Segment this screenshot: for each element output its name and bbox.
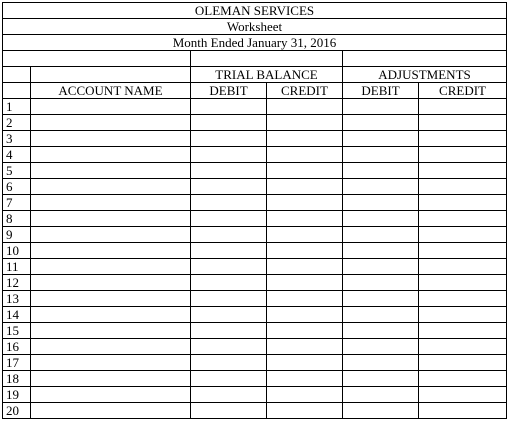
tb-credit-cell[interactable] (267, 147, 343, 163)
adj-debit-cell[interactable] (343, 403, 419, 419)
adj-credit-cell[interactable] (419, 259, 507, 275)
worksheet-row (3, 227, 507, 243)
adj-debit-cell[interactable] (343, 211, 419, 227)
worksheet-row (3, 339, 507, 355)
adj-debit-cell[interactable] (343, 371, 419, 387)
adj-credit-cell[interactable] (419, 211, 507, 227)
account-name-cell[interactable] (31, 131, 191, 147)
adj-debit-cell[interactable] (343, 115, 419, 131)
worksheet-table (2, 2, 507, 419)
adj-credit-cell[interactable] (419, 163, 507, 179)
spacer-cell-adjustments (343, 51, 507, 67)
tb-credit-cell[interactable] (267, 403, 343, 419)
company-name: OLEMAN SERVICES (3, 3, 507, 19)
worksheet-row (3, 259, 507, 275)
account-name-cell[interactable] (31, 339, 191, 355)
worksheet-row (3, 195, 507, 211)
adj-credit-cell[interactable] (419, 115, 507, 131)
row-number: 4 (3, 147, 31, 163)
adj-debit-header: DEBIT (343, 83, 419, 99)
row-number: 6 (3, 179, 31, 195)
row-number: 17 (3, 355, 31, 371)
row-number: 18 (3, 371, 31, 387)
account-name-cell[interactable] (31, 163, 191, 179)
adj-credit-cell[interactable] (419, 275, 507, 291)
tb-debit-cell[interactable] (191, 243, 267, 259)
account-name-cell[interactable] (31, 259, 191, 275)
tb-debit-cell[interactable] (191, 115, 267, 131)
account-name-cell[interactable] (31, 323, 191, 339)
tb-credit-cell[interactable] (267, 323, 343, 339)
worksheet-row (3, 371, 507, 387)
worksheet-row (3, 387, 507, 403)
tb-debit-cell[interactable] (191, 355, 267, 371)
row-number: 13 (3, 291, 31, 307)
adj-credit-cell[interactable] (419, 179, 507, 195)
row-number: 20 (3, 403, 31, 419)
tb-credit-cell[interactable] (267, 387, 343, 403)
adj-credit-cell[interactable] (419, 147, 507, 163)
spacer-cell-trial-balance (191, 51, 343, 67)
adj-debit-cell[interactable] (343, 99, 419, 115)
adj-debit-cell[interactable] (343, 163, 419, 179)
tb-debit-cell[interactable] (191, 227, 267, 243)
account-name-cell[interactable] (31, 355, 191, 371)
tb-credit-cell[interactable] (267, 291, 343, 307)
account-name-cell[interactable] (31, 243, 191, 259)
adj-credit-cell[interactable] (419, 227, 507, 243)
adj-debit-cell[interactable] (343, 195, 419, 211)
tb-debit-cell[interactable] (191, 131, 267, 147)
adj-credit-cell[interactable] (419, 323, 507, 339)
tb-credit-header: CREDIT (267, 83, 343, 99)
adj-debit-cell[interactable] (343, 339, 419, 355)
tb-debit-cell[interactable] (191, 163, 267, 179)
tb-debit-cell[interactable] (191, 147, 267, 163)
row-number: 14 (3, 307, 31, 323)
tb-credit-cell[interactable] (267, 339, 343, 355)
adjustments-header: ADJUSTMENTS (343, 67, 507, 83)
tb-credit-cell[interactable] (267, 355, 343, 371)
tb-credit-cell[interactable] (267, 99, 343, 115)
row-number: 19 (3, 387, 31, 403)
tb-credit-cell[interactable] (267, 307, 343, 323)
tb-debit-cell[interactable] (191, 323, 267, 339)
adj-credit-cell[interactable] (419, 131, 507, 147)
report-title: Worksheet (3, 19, 507, 35)
tb-debit-header: DEBIT (191, 83, 267, 99)
tb-debit-cell[interactable] (191, 371, 267, 387)
spacer-row (3, 51, 507, 67)
adj-credit-cell[interactable] (419, 99, 507, 115)
adj-debit-cell[interactable] (343, 307, 419, 323)
group-header-num-blank (3, 67, 31, 83)
adj-debit-cell[interactable] (343, 355, 419, 371)
tb-debit-cell[interactable] (191, 211, 267, 227)
adj-debit-cell[interactable] (343, 259, 419, 275)
report-period: Month Ended January 31, 2016 (3, 35, 507, 51)
adj-credit-header: CREDIT (419, 83, 507, 99)
tb-debit-cell[interactable] (191, 307, 267, 323)
adj-debit-cell[interactable] (343, 227, 419, 243)
worksheet-row (3, 163, 507, 179)
adj-debit-cell[interactable] (343, 131, 419, 147)
row-number: 7 (3, 195, 31, 211)
adj-credit-cell[interactable] (419, 387, 507, 403)
adj-debit-cell[interactable] (343, 387, 419, 403)
row-number: 10 (3, 243, 31, 259)
worksheet-row (3, 291, 507, 307)
adj-credit-cell[interactable] (419, 243, 507, 259)
row-number: 9 (3, 227, 31, 243)
tb-credit-cell[interactable] (267, 131, 343, 147)
adj-debit-cell[interactable] (343, 291, 419, 307)
row-number: 16 (3, 339, 31, 355)
worksheet-row (3, 275, 507, 291)
worksheet (2, 2, 506, 425)
account-name-cell[interactable] (31, 371, 191, 387)
tb-debit-cell[interactable] (191, 291, 267, 307)
adj-debit-cell[interactable] (343, 275, 419, 291)
adj-credit-cell[interactable] (419, 195, 507, 211)
tb-debit-cell[interactable] (191, 387, 267, 403)
account-name-cell[interactable] (31, 211, 191, 227)
worksheet-row (3, 243, 507, 259)
tb-debit-cell[interactable] (191, 339, 267, 355)
adj-debit-cell[interactable] (343, 323, 419, 339)
adj-credit-cell[interactable] (419, 307, 507, 323)
row-number: 8 (3, 211, 31, 227)
tb-debit-cell[interactable] (191, 99, 267, 115)
group-header-account-blank (31, 67, 191, 83)
tb-credit-cell[interactable] (267, 259, 343, 275)
adj-credit-cell[interactable] (419, 403, 507, 419)
account-name-cell[interactable] (31, 291, 191, 307)
header-report-row (3, 19, 507, 35)
tb-credit-cell[interactable] (267, 275, 343, 291)
adj-credit-cell[interactable] (419, 371, 507, 387)
account-name-cell[interactable] (31, 99, 191, 115)
row-number: 3 (3, 131, 31, 147)
adj-debit-cell[interactable] (343, 179, 419, 195)
account-name-cell[interactable] (31, 227, 191, 243)
trial-balance-header: TRIAL BALANCE (191, 67, 343, 83)
adj-credit-cell[interactable] (419, 339, 507, 355)
account-name-cell[interactable] (31, 403, 191, 419)
header-company-row (3, 3, 507, 19)
account-name-cell[interactable] (31, 387, 191, 403)
worksheet-row (3, 355, 507, 371)
account-name-cell[interactable] (31, 195, 191, 211)
tb-debit-cell[interactable] (191, 403, 267, 419)
group-header-row (3, 67, 507, 83)
row-number: 2 (3, 115, 31, 131)
tb-credit-cell[interactable] (267, 371, 343, 387)
adj-credit-cell[interactable] (419, 291, 507, 307)
account-name-cell[interactable] (31, 147, 191, 163)
tb-credit-cell[interactable] (267, 195, 343, 211)
row-number: 1 (3, 99, 31, 115)
account-name-cell[interactable] (31, 179, 191, 195)
spacer-cell-left (3, 51, 191, 67)
tb-debit-cell[interactable] (191, 259, 267, 275)
worksheet-row (3, 147, 507, 163)
row-number: 12 (3, 275, 31, 291)
tb-debit-cell[interactable] (191, 195, 267, 211)
worksheet-row (3, 307, 507, 323)
account-name-cell[interactable] (31, 307, 191, 323)
tb-debit-cell[interactable] (191, 179, 267, 195)
header-period-row (3, 35, 507, 51)
account-name-cell[interactable] (31, 275, 191, 291)
worksheet-row (3, 211, 507, 227)
adj-debit-cell[interactable] (343, 243, 419, 259)
row-number: 15 (3, 323, 31, 339)
tb-credit-cell[interactable] (267, 179, 343, 195)
account-name-cell[interactable] (31, 115, 191, 131)
worksheet-row (3, 403, 507, 419)
tb-credit-cell[interactable] (267, 227, 343, 243)
worksheet-row (3, 99, 507, 115)
tb-credit-cell[interactable] (267, 243, 343, 259)
row-number: 5 (3, 163, 31, 179)
worksheet-row (3, 179, 507, 195)
worksheet-row (3, 131, 507, 147)
adj-credit-cell[interactable] (419, 355, 507, 371)
column-header-row (3, 83, 507, 99)
tb-debit-cell[interactable] (191, 275, 267, 291)
tb-credit-cell[interactable] (267, 115, 343, 131)
adj-debit-cell[interactable] (343, 147, 419, 163)
row-number: 11 (3, 259, 31, 275)
tb-credit-cell[interactable] (267, 211, 343, 227)
worksheet-row (3, 323, 507, 339)
tb-credit-cell[interactable] (267, 163, 343, 179)
account-name-header: ACCOUNT NAME (31, 83, 191, 99)
column-header-num-blank (3, 83, 31, 99)
worksheet-row (3, 115, 507, 131)
